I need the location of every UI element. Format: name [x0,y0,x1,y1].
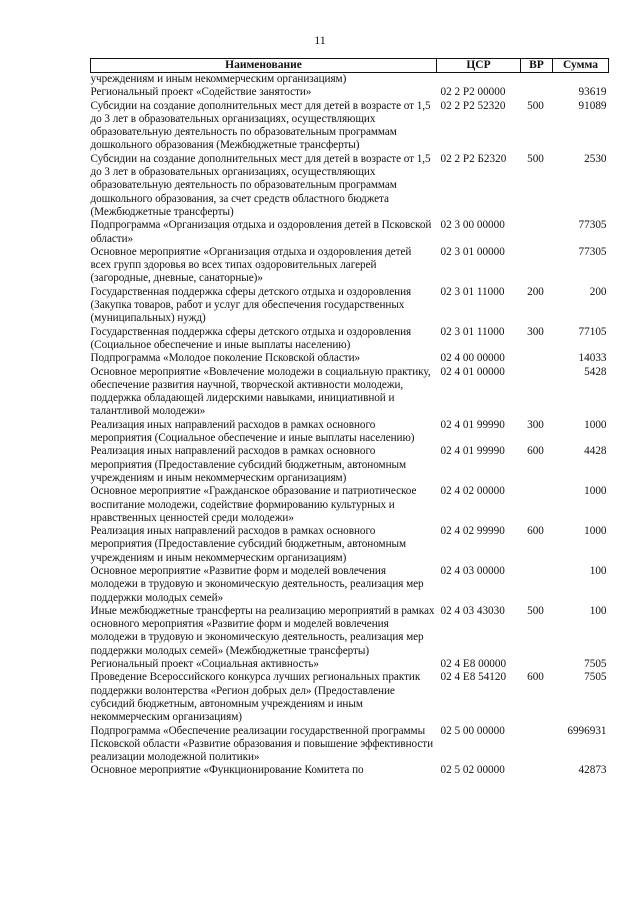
row-amount: 93619 [578,86,607,99]
row-name: Подпрограмма «Организация отдыха и оздоровления детей в Псковской области» [90,219,432,245]
row-vr-code: 500 [527,99,544,112]
table-row [91,671,609,724]
row-csr-code: 02 5 02 00000 [440,764,505,777]
table-row [91,366,609,419]
row-csr-code: 02 3 01 11000 [440,325,505,338]
row-amount [553,73,609,87]
page-number: 11 [314,33,326,47]
table-row [91,73,609,87]
row-amount: 100 [589,604,607,617]
row-csr-code: 02 4 01 99990 [440,445,505,458]
table-header-row [91,59,609,73]
row-name: Иные межбюджетные трансферты на реализацию мероприятий в рамках основного мероприятия «Развитие форм и моделей вовлечения молодежи в трудовую и экономическую деятельность, реализация мер поддержки молодых семей» (Межбюджетные трансферты) [90,604,435,657]
row-amount: 77305 [578,245,607,258]
table-body [91,73,609,778]
row-vr-code [521,86,553,99]
table-row [91,100,609,153]
table-row [91,86,609,99]
row-vr-code: 500 [527,152,544,165]
table-row [91,725,609,765]
table-row [91,352,609,365]
row-amount: 14033 [578,352,607,365]
row-csr-code: 02 4 00 00000 [440,352,505,365]
row-name: Основное мероприятие «Гражданское образование и патриотическое воспитание молодежи, содействие формированию культурных и нравственных ценностей среди молодежи» [90,485,417,524]
row-amount: 100 [589,564,607,577]
row-vr-code: 200 [527,285,544,298]
table-row [91,658,609,671]
row-name: Субсидии на создание дополнительных мест для детей в возрасте от 1,5 до 3 лет в образовательных организациях, осуществляющих образовательную деятельность по образовательным программам дошкольного образования (Межбюджетные трансферты) [90,99,431,152]
row-vr-code [521,725,553,765]
row-vr-code: 600 [527,671,544,684]
row-name: Реализация иных направлений расходов в рамках основного мероприятия (Предоставление субсидий бюджетным, автономным учреждениям и иным некоммерческим организациям) [90,525,407,564]
row-csr-code: 02 3 01 11000 [440,285,505,298]
row-name: Государственная поддержка сферы детского отдыха и оздоровления (Закупка товаров, работ и услуг для обеспечения государственных (муниципальных) нужд) [90,285,412,325]
table-row [91,326,609,353]
table-row [91,565,609,605]
table-row [91,286,609,326]
row-name: Государственная поддержка сферы детского отдыха и оздоровления (Социальное обеспечение и иные выплаты населению) [90,325,412,351]
row-amount: 77305 [578,219,607,232]
row-name: Реализация иных направлений расходов в рамках основного мероприятия (Социальное обеспечение и иные выплаты населению) [90,418,415,445]
row-vr-code [521,73,553,87]
row-name: Основное мероприятие «Развитие форм и моделей вовлечения молодежи в трудовую и экономическую деятельность, реализация мер поддержки молодых семей» [90,564,424,604]
row-name: Проведение Всероссийского конкурса лучших региональных практик поддержки волонтерства «Регион добрых дел» (Предоставление субсидий бюджетным, автономным учреждениям и иным некоммерческим организациям) [90,671,421,724]
row-csr-code: 02 4 03 43030 [440,604,505,617]
row-csr-code: 02 3 00 00000 [440,219,505,232]
row-amount: 4428 [584,445,607,458]
row-amount: 77105 [578,325,607,338]
header-name: Наименование [91,59,437,73]
row-csr-code: 02 4 02 00000 [440,485,505,498]
row-csr-code: 02 2 Р2 52320 [440,99,506,112]
table-row [91,525,609,565]
row-amount: 1000 [584,485,607,498]
table-row [91,246,609,286]
row-csr-code [437,73,521,87]
row-csr-code: 02 5 00 00000 [440,724,505,737]
row-vr-code [521,366,553,419]
row-amount: 91089 [578,99,607,112]
row-amount: 42873 [578,764,607,777]
header-sum: Сумма [553,59,609,73]
row-name: Подпрограмма «Молодое поколение Псковской области» [90,352,361,365]
header-vr: ВР [521,59,553,73]
row-vr-code: 500 [527,604,544,617]
row-vr-code [521,219,553,246]
row-csr-code: 02 4 01 00000 [440,365,505,378]
row-vr-code [521,485,553,525]
row-vr-code [521,764,553,777]
row-vr-code [521,565,553,605]
table-row [91,419,609,446]
row-amount: 1000 [584,525,607,538]
row-amount: 2530 [584,152,607,165]
row-csr-code: 02 2 Р2 Б2320 [440,152,507,165]
table-row [91,219,609,246]
row-name: Подпрограмма «Обеспечение реализации государственной программы Псковской области «Развитие образования и повышение эффективности реализации молодежной политики» [90,724,434,764]
row-vr-code: 300 [527,418,544,431]
table-row [91,445,609,485]
row-name: Основное мероприятие «Организация отдыха и оздоровления детей всех групп здоровья во всех типах оздоровительных лагерей (загородные, дневные, санаторные)» [90,245,412,285]
row-vr-code [521,658,553,671]
row-name: Субсидии на создание дополнительных мест для детей в возрасте от 1,5 до 3 лет в образовательных организациях, осуществляющих образовательную деятельность по образовательным программам дошкольного образования, за счет средств областного бюджета (Межбюджетные трансферты) [90,152,431,218]
row-amount: 200 [589,285,607,298]
row-vr-code: 600 [527,525,544,538]
table-row [91,605,609,658]
row-vr-code [521,246,553,286]
header-csr: ЦСР [437,59,521,73]
table-row [91,153,609,219]
row-amount: 7505 [584,658,607,671]
row-amount: 7505 [584,671,607,684]
table-row [91,485,609,525]
row-csr-code: 02 4 03 00000 [440,564,505,577]
row-amount: 1000 [584,418,607,431]
row-csr-code: 02 3 01 00000 [440,245,505,258]
row-csr-code: 02 2 Р2 00000 [440,86,506,99]
row-vr-code: 300 [527,325,544,338]
row-name: учреждениям и иным некоммерческим организациям) [90,73,347,85]
row-name: Основное мероприятие «Функционирование Комитета по [90,764,364,777]
row-csr-code: 02 4 Е8 00000 [440,658,507,671]
row-csr-code: 02 4 Е8 54120 [440,671,507,684]
row-vr-code: 600 [527,445,544,458]
budget-table [90,58,609,778]
row-csr-code: 02 4 01 99990 [440,418,505,431]
row-csr-code: 02 4 02 99990 [440,525,505,538]
row-name: Реализация иных направлений расходов в рамках основного мероприятия (Предоставление субсидий бюджетным, автономным учреждениям и иным некоммерческим организациям) [90,445,407,484]
row-name: Региональный проект «Социальная активность» [90,658,319,671]
row-vr-code [521,352,553,365]
row-amount: 6996931 [567,724,607,737]
table-row [91,764,609,777]
row-amount: 5428 [584,365,607,378]
row-name: Основное мероприятие «Вовлечение молодежи в социальную практику, обеспечение развития научной, творческой активности молодежи, поддержка обладающей лидерскими навыками, инициативной и талантливой молодежи» [90,365,431,418]
row-name: Региональный проект «Содействие занятости» [90,86,312,99]
